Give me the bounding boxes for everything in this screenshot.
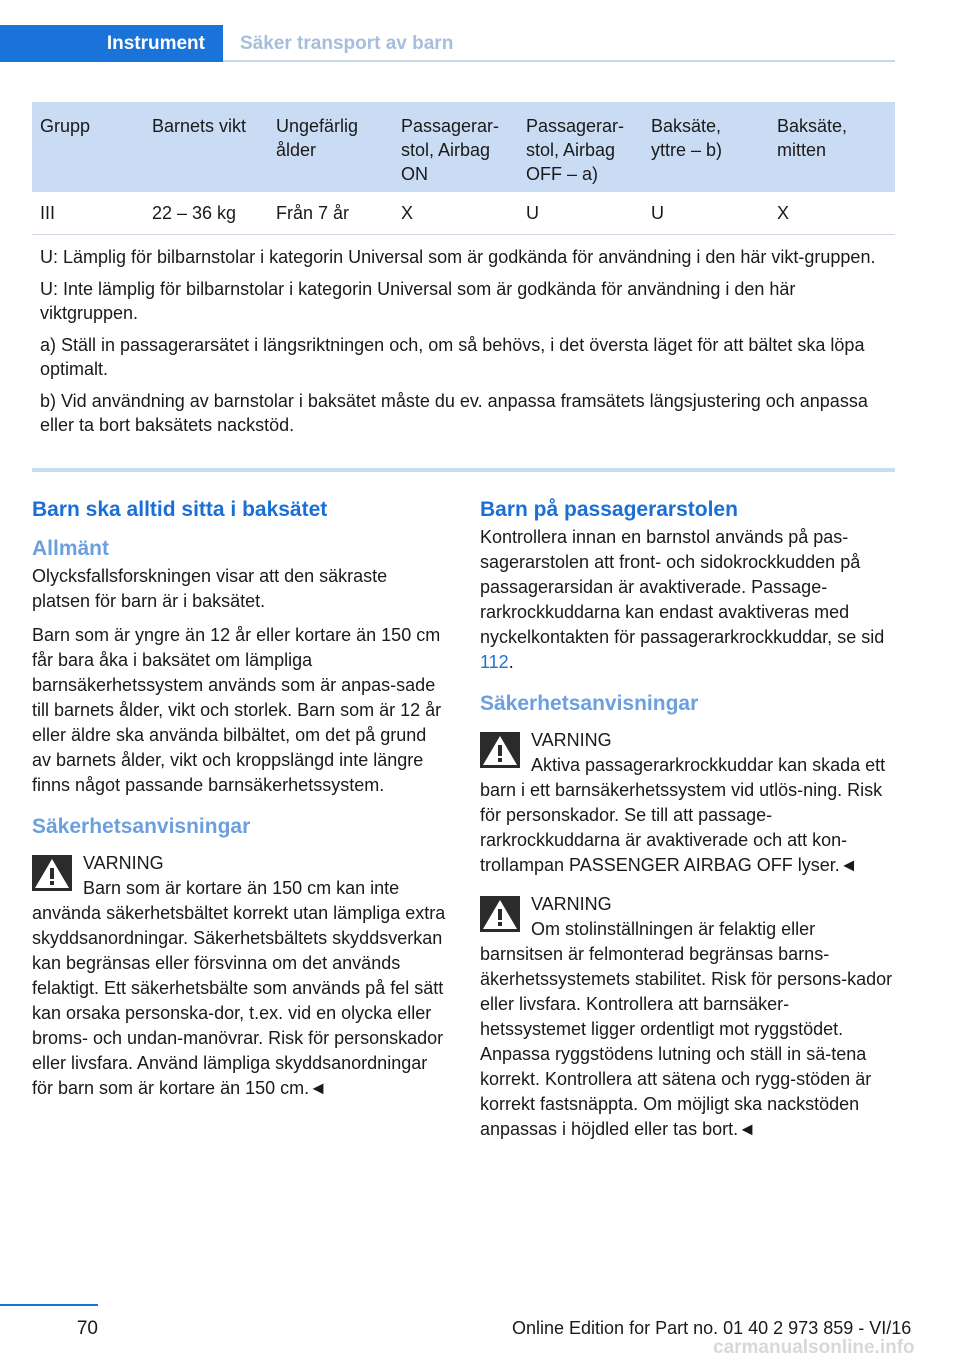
table-note: U: Inte lämplig för bilbarnstolar i kategorin Universal som är godkända för användning i den här viktgruppen. [40, 279, 796, 323]
table-note: a) Ställ in passagerarsätet i längsriktningen och, om så behövs, i det översta läget för att bältet ska löpa optimalt. [40, 335, 865, 379]
table-cell: X [777, 203, 790, 223]
table-header-row [32, 102, 895, 192]
table-header-cell: Grupp [40, 116, 91, 136]
page-link[interactable]: 112 [480, 652, 509, 672]
warning-triangle-icon [480, 896, 520, 932]
table-note: U: Lämplig för bilbarnstolar i kategorin Universal som är godkända för användning i den här vikt-gruppen. [40, 247, 876, 267]
warning-text-content: Barn som är kortare än 150 cm kan inte använda säkerhetsbältet korrekt utan lämpliga extra skyddsanordningar. Säkerhetsbältets skyddsverkan kan begränsas eller försvinna om det används felaktigt. Ett säkerhetsbälte som används på fel sätt kan orsaka personska-dor, t.ex. vid en olycka eller broms- och undan-manövrar. Risk för personskador eller livsfara. Använd lämpliga skyddsanordningar för barn som är kortare än 150 cm.◄ [32, 878, 446, 1098]
table-header-cell: Baksäte, yttre – b) [651, 116, 723, 160]
warning-text [480, 917, 895, 1142]
table-cell: Från 7 år [276, 203, 350, 223]
warning-block [32, 851, 447, 1101]
table-header-cell: Ungefärlig ålder [276, 116, 359, 160]
warning-triangle-icon [480, 732, 520, 768]
table-notes [32, 235, 895, 453]
table-header-cell: Passagerar- stol, Airbag ON [401, 116, 500, 184]
page-number: 70 [76, 1318, 98, 1339]
table-header-cell: Barnets vikt [152, 116, 247, 136]
subsection-title: Allmänt [32, 537, 110, 560]
warning-label: VARNING [531, 894, 612, 914]
page-header [0, 25, 895, 62]
tab-child-transport[interactable]: Säker transport av barn [240, 33, 454, 54]
subsection-title: Säkerhetsanvisningar [32, 815, 251, 838]
warning-block [480, 728, 895, 878]
left-column [32, 495, 447, 1101]
table-bottom-rule [32, 468, 895, 472]
warning-triangle-icon [32, 855, 72, 891]
table-cell: III [40, 203, 56, 223]
paragraph: Barn som är yngre än 12 år eller kortare än 150 cm får bara åka i baksätet om lämpliga barnsäkerhetssystem används som är anpas-sade till barnets ålder, vikt och storlek. Barn som är 12 år eller äldre ska använda bilbältet, om det på grund av barnets ålder, vikt och kroppslängd inte längre finns något passande barnsäkerhetssystem. [32, 625, 442, 795]
section-title: Barn ska alltid sitta i baksätet [32, 498, 328, 521]
table-cell: X [401, 203, 414, 223]
right-column [480, 495, 895, 1142]
tab-instrument-label: Instrument [106, 33, 205, 54]
table-note: b) Vid användning av barnstolar i baksätet måste du ev. anpassa framsätets längsjustering och anpassa eller ta bort baksätets nackstöd. [40, 391, 868, 435]
edition-note: Online Edition for Part no. 01 40 2 973 859 - VI/16 [512, 1318, 912, 1338]
subsection-title: Säkerhetsanvisningar [480, 692, 699, 715]
warning-text-content: Aktiva passagerarkrockkuddar kan skada ett barn i ett barnsäkerhetssystem vid utlös-ning. Risk för personskador. Se till att passage-rarkrockkuddarna är avaktiverade och att kon-trollampan PASSENGER AIRBAG OFF lyser.◄ [480, 755, 886, 875]
paragraph: Olycksfallsforskningen visar att den säkraste platsen för barn är i baksätet. [32, 566, 388, 611]
table-cell: 22 – 36 kg [152, 203, 237, 223]
table-header-cell: Baksäte, mitten [777, 116, 848, 160]
footer-rule [0, 1304, 98, 1306]
table-header-cell: Passagerar- stol, Airbag OFF – a) [526, 116, 625, 184]
header-divider [223, 60, 895, 62]
child-seat-table [32, 102, 895, 453]
warning-label: VARNING [531, 730, 612, 750]
warning-text [480, 753, 895, 878]
table-cell: U [526, 203, 539, 223]
paragraph-end: . [508, 652, 514, 672]
tab-instrument[interactable] [0, 25, 223, 62]
table-row [32, 192, 895, 235]
warning-label: VARNING [83, 853, 164, 873]
paragraph-text: Kontrollera innan en barnstol används på pas-sagerarstolen att front- och sidokrockkudden på passagerarsidan är avaktiverade. Passage-rarkrockkuddarna kan endast avaktiveras med nyckelkontakten för passagerarkrockkuddar, se sid [480, 527, 885, 647]
warning-block [480, 892, 895, 1142]
section-title: Barn på passagerarstolen [480, 498, 738, 521]
warning-text-content: Om stolinställningen är felaktig eller barnsitsen är felmonterad begränsas barns-äkerhetssystemets stabilitet. Risk för persons-kador eller livsfara. Kontrollera att barnsäker-hetssystemet ligger ordentligt mot ryggstödet. Anpassa ryggstödens lutning och ställ in sä-tena korrekt. Kontrollera att sätena och rygg-stöden är korrekt fastsnäppta. Om möjligt ska nackstöden anpassas i höjdled eller tas bort.◄ [480, 919, 893, 1139]
paragraph [480, 525, 895, 675]
watermark: carmanualsonline.info [713, 1337, 915, 1358]
table-cell: U [651, 203, 664, 223]
warning-text [32, 876, 447, 1101]
